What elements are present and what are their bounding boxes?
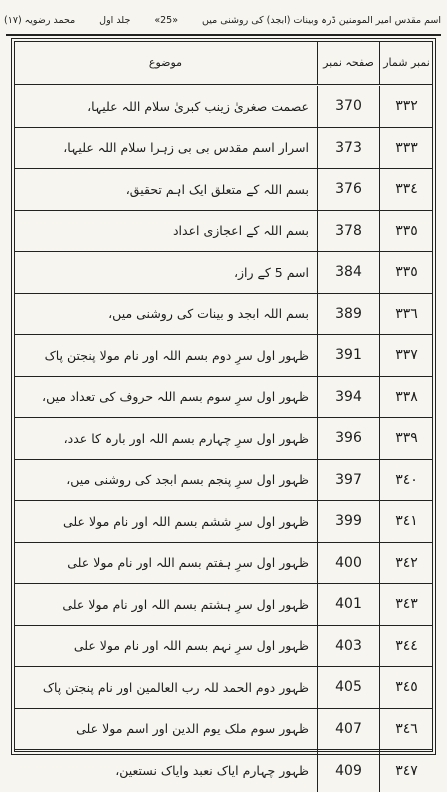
column-header-page: صفحہ نمبر	[317, 41, 379, 84]
page-header	[4, 6, 441, 34]
row-number: ٣٣٢	[379, 86, 433, 127]
row-page: 384	[317, 252, 379, 293]
row-page: 401	[317, 584, 379, 625]
table-row	[14, 709, 433, 751]
row-page: 394	[317, 377, 379, 418]
row-page: 409	[317, 750, 379, 792]
table-row	[14, 460, 433, 502]
row-number: ٣٣٤	[379, 169, 433, 210]
row-page: 405	[317, 667, 379, 708]
row-page: 403	[317, 626, 379, 667]
row-topic: ظہور اول سرِ ششم بسم اللہ اور نام مولا علی	[63, 513, 309, 529]
table-row	[14, 750, 433, 792]
row-page: 396	[317, 418, 379, 459]
row-number: ٣٤٢	[379, 543, 433, 584]
row-number: ٣٤٤	[379, 626, 433, 667]
row-topic: بسم اللہ کے اعجازی اعداد	[172, 223, 309, 239]
table-row	[14, 86, 433, 128]
table-row	[14, 294, 433, 336]
row-page: 370	[317, 86, 379, 127]
row-topic: ظہور اول سرِ سوم بسم اللہ حروف کی تعداد میں،	[42, 389, 309, 405]
row-topic: ظہور اول سرِ چہارم بسم اللہ اور بارہ کا عدد،	[63, 430, 309, 446]
table-row	[14, 377, 433, 419]
table-row	[14, 169, 433, 211]
row-number: ٣٤٦	[379, 709, 433, 750]
row-topic: ظہور اول سرِ پنجم بسم ابجد کی روشنی میں،	[66, 472, 309, 488]
table-row	[14, 335, 433, 377]
row-number: ٣٣٥	[379, 211, 433, 252]
row-page: 376	[317, 169, 379, 210]
row-topic: ظہور دوم الحمد للہ رب العالمین اور نام پنجتن پاک	[42, 679, 309, 695]
contents-table	[11, 38, 436, 779]
row-topic: عصمت صغریٰ زینب کبریٰ سلام اللہ علیہا،	[87, 98, 309, 114]
header-rule	[6, 34, 441, 36]
table-row	[14, 501, 433, 543]
row-page: 399	[317, 501, 379, 542]
book-title: اسم مقدس امیر المومنین ڈرہ وبینات (ابجد) کی روشنی میں	[202, 14, 441, 26]
row-page: 407	[317, 709, 379, 750]
table-row	[14, 252, 433, 294]
row-number: ٣٤٧	[379, 750, 433, 792]
row-topic: بسم اللہ ابجد و بینات کی روشنی میں،	[108, 306, 309, 322]
row-topic: اسرار اسم مقدس بی بی زہرا سلام اللہ علیہا،	[63, 140, 309, 156]
table-row	[14, 543, 433, 585]
table-row	[14, 626, 433, 668]
table-row	[14, 128, 433, 170]
row-topic: ظہور چہارم ایاک نعبد وایاک نستعین،	[115, 763, 309, 779]
column-header-number: نمبر شمار	[379, 41, 433, 84]
row-page: 373	[317, 128, 379, 169]
row-number: ٣٤٥	[379, 667, 433, 708]
row-page: 400	[317, 543, 379, 584]
row-number: ٣٣٧	[379, 335, 433, 376]
row-topic: اسم 5 کے راز،	[233, 264, 309, 280]
column-header-topic: موضوع	[148, 56, 183, 69]
table-row	[14, 667, 433, 709]
series-label: محمد رضویہ (١٧)	[4, 14, 76, 26]
page-number: «25»	[154, 14, 179, 26]
row-topic: بسم اللہ کے متعلق ایک اہم تحقیق،	[125, 181, 309, 197]
table-row	[14, 584, 433, 626]
row-page: 391	[317, 335, 379, 376]
row-number: ٣٣٥	[379, 252, 433, 293]
table-body	[14, 86, 433, 779]
row-topic: ظہور اول سرِ ہشتم بسم اللہ اور نام مولا علی	[62, 596, 309, 612]
row-number: ٣٤٠	[379, 460, 433, 501]
row-topic: ظہور اول سرِ نہم بسم اللہ اور نام مولا علی	[73, 638, 309, 654]
table-header	[14, 41, 433, 85]
row-page: 389	[317, 294, 379, 335]
table-row	[14, 211, 433, 253]
table-row	[14, 418, 433, 460]
row-topic: ظہور اول سرِ دوم بسم اللہ اور نام مولا پنجتن پاک	[44, 347, 309, 363]
row-number: ٣٣٣	[379, 128, 433, 169]
row-number: ٣٤٣	[379, 584, 433, 625]
volume-label: جلد اول	[99, 14, 131, 26]
row-number: ٣٣٦	[379, 294, 433, 335]
row-topic: ظہور سوم ملک یوم الدین اور اسم مولا علی	[76, 721, 309, 737]
row-page: 397	[317, 460, 379, 501]
row-number: ٣٣٨	[379, 377, 433, 418]
row-number: ٣٤١	[379, 501, 433, 542]
row-number: ٣٣٩	[379, 418, 433, 459]
row-page: 378	[317, 211, 379, 252]
row-topic: ظہور اول سرِ ہفتم بسم اللہ اور نام مولا علی	[67, 555, 309, 571]
